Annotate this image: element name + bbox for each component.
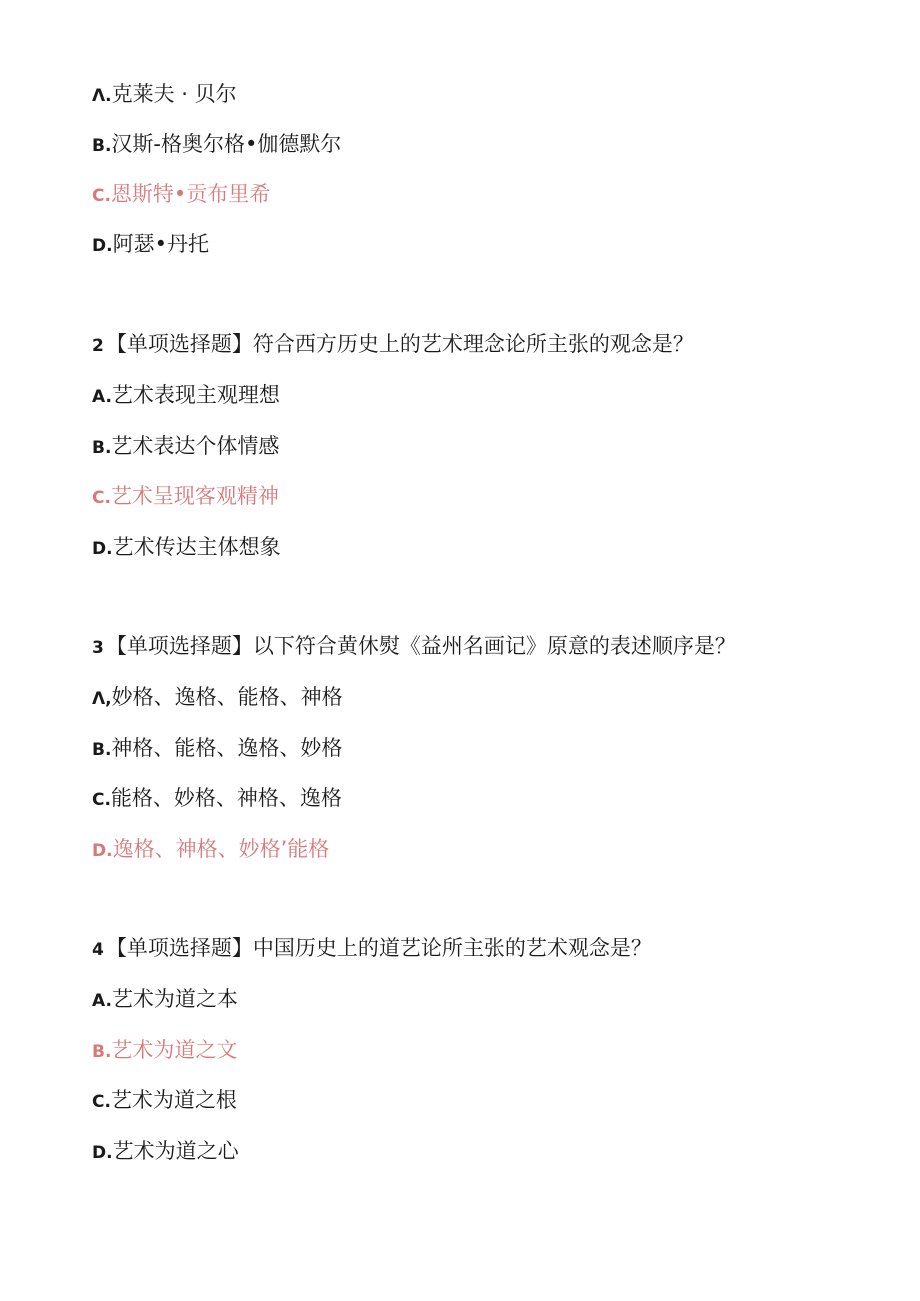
q1-option-c-correct [92, 180, 270, 210]
option-letter: Λ. [92, 86, 112, 106]
option-letter: B. [92, 740, 112, 760]
question-number: 3 [92, 638, 104, 658]
q2-option-a [92, 381, 280, 411]
option-text: 阿瑟•丹托 [112, 232, 209, 256]
q1-option-b [92, 130, 341, 160]
question-text: 【单项选择题】以下符合黄休熨《益州名画记》原意的表述顺序是？ [105, 634, 736, 658]
q4-question [92, 934, 652, 964]
option-letter: C. [92, 186, 111, 206]
q4-option-d [92, 1137, 239, 1167]
option-letter: A. [92, 991, 112, 1011]
q1-option-a [92, 80, 237, 110]
option-letter: C. [92, 488, 111, 508]
option-text: 汉斯-格奥尔格•伽德默尔 [111, 132, 342, 156]
q2-option-b [92, 432, 279, 462]
option-letter: D. [92, 841, 113, 861]
q4-option-b-correct [92, 1036, 237, 1066]
option-text: 艺术为道之根 [110, 1088, 237, 1112]
q2-option-c-correct [92, 482, 279, 512]
question-text: 【单项选择题】中国历史上的道艺论所主张的艺术观念是？ [105, 936, 652, 960]
option-text: 逸格、神格、妙格’能格 [112, 837, 330, 861]
option-letter: B. [92, 438, 112, 458]
question-text: 【单项选择题】符合西方历史上的艺术理念论所主张的观念是？ [105, 332, 694, 356]
option-text: 能格、妙格、神格、逸格 [110, 786, 342, 810]
option-text: 艺术为道之本 [111, 987, 238, 1011]
q3-question [92, 632, 736, 662]
question-number: 2 [92, 336, 104, 356]
q4-option-c [92, 1086, 237, 1116]
option-text: 艺术呈现客观精神 [110, 484, 279, 508]
option-text: 艺术为道之心 [112, 1139, 239, 1163]
option-text: 艺术表现主观理想 [111, 383, 280, 407]
q3-option-d-correct [92, 835, 329, 865]
q3-option-a [92, 683, 343, 713]
option-letter: D. [92, 236, 113, 256]
option-text: 艺术为道之文 [111, 1038, 238, 1062]
q2-option-d [92, 533, 281, 563]
option-text: 克莱夫 · 贝尔 [111, 82, 237, 106]
option-letter: A. [92, 387, 112, 407]
question-number: 4 [92, 940, 104, 960]
option-text: 妙格、逸格、能格、神格 [111, 685, 343, 709]
option-letter: C. [92, 1092, 111, 1112]
q2-question [92, 330, 694, 360]
option-letter: B. [92, 136, 112, 156]
q1-option-d [92, 230, 209, 260]
option-text: 恩斯特•贡布里希 [110, 182, 271, 206]
q3-option-b [92, 734, 342, 764]
option-letter: D. [92, 539, 113, 559]
option-text: 神格、能格、逸格、妙格 [111, 736, 343, 760]
q3-option-c [92, 784, 342, 814]
option-letter: D. [92, 1143, 113, 1163]
option-letter: Λ, [92, 689, 112, 709]
option-letter: C. [92, 790, 111, 810]
option-text: 艺术表达个体情感 [111, 434, 280, 458]
option-text: 艺术传达主体想象 [112, 535, 281, 559]
option-letter: B. [92, 1042, 112, 1062]
q4-option-a [92, 985, 238, 1015]
